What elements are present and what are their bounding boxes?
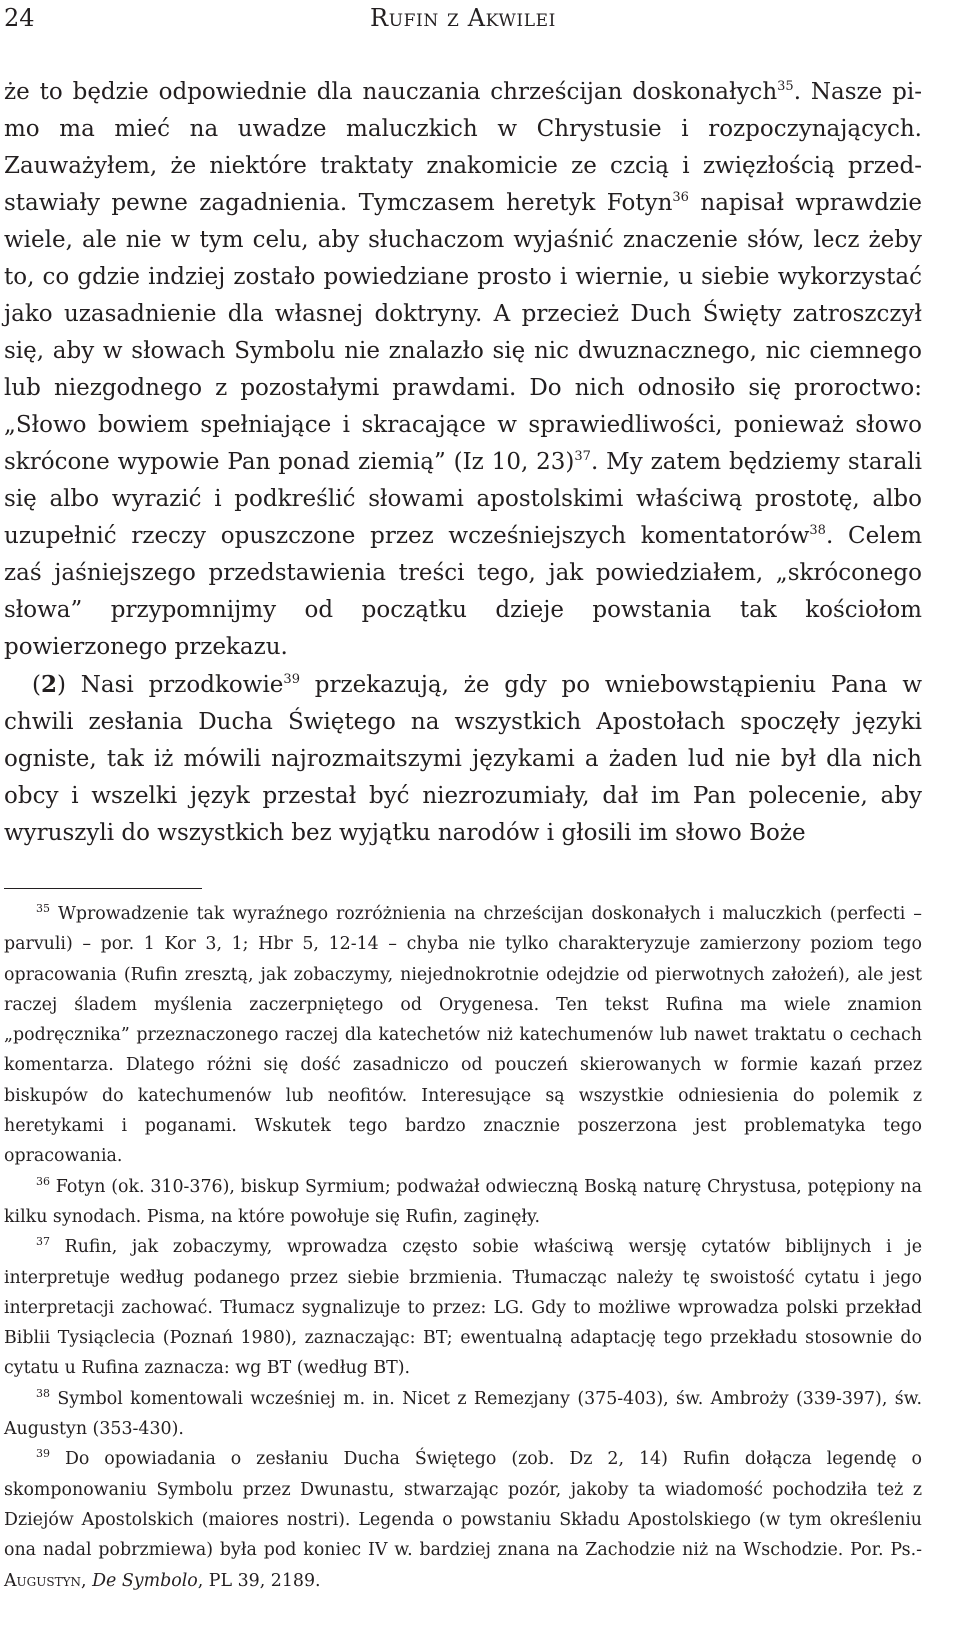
section-number: 2: [40, 671, 57, 698]
footnote-39: [4, 1444, 922, 1595]
section-open-paren: (: [32, 672, 41, 698]
footnote-text: Rufin, jak zobaczymy, wprowadza często sobie właściwą wersję cytatów biblijnych i je interpretuje według podanego przez siebie brzmienia. Tłumacząc należy tę swoistość cytatu i jego interpretacji zachować. Tłumacz sygnalizuje to przez: LG. Gdy to możliwe wprowadza polski przekład Biblii Tysiąclecia (Poznań 1980), zaznaczając: BT; ewentualną adaptację tego przekładu stosownie do cytatu u Rufina zaznacza: wg BT (według BT).: [4, 1237, 922, 1379]
footnote-text: Symbol komentowali wcześniej m. in. Nicet z Remezjany (375-403), św. Ambroży (339-397), św. Augustyn (353-430).: [4, 1388, 922, 1440]
footnote-ref-35[interactable]: 35: [777, 79, 794, 94]
text-run: przekazują, że gdy po wniebowstąpieniu Pana w chwili zesłania Ducha Świętego na wszystkich Apostołach spoczęły języki ogniste, tak iż mówili najrozmaitszymi językami a żaden lud nie był dla nich obcy i wszelki język przestał być niezrozumiały, dał im Pan polecenie, aby wyruszyli do wszystkich bez wyjątku narodów i głosili im słowo Boże: [4, 672, 923, 846]
text-run: . My zatem będziemy starali się albo wyrazić i podkreślić słowami apostolskimi właściwą prostotę, albo uzupełnić rzeczy opuszczone przez wcześniejszych komentatorów: [4, 449, 922, 549]
footnote-separator: [4, 888, 202, 889]
text-run: że to będzie odpowiednie dla nauczania chrześcijan doskonałych: [4, 79, 778, 105]
running-head: [4, 2, 922, 42]
text-run: . Nasze pimo ma mieć na uwadze maluczkich w Chrystusie i rozpoczynających. Zauważyłem, że niektóre traktaty znakomicie ze czcią i zwięzłością przedstawiały pewne zagadnienia. Tymczasem heretyk Fotyn: [4, 79, 922, 216]
text-run: , PL 39, 2189.: [197, 1570, 321, 1591]
footnote-36: [4, 1172, 922, 1233]
main-text: [4, 74, 922, 852]
footnote-35: [4, 899, 922, 1172]
footnote-text: Fotyn (ok. 310-376), biskup Syrmium; podważał odwieczną Boską naturę Chrystusa, potępiony na kilku synodach. Pisma, na które powołuje się Rufin, zaginęły.: [4, 1176, 922, 1227]
footnote-37: [4, 1232, 922, 1383]
page-number: 24: [4, 4, 35, 32]
text-run: ) Nasi przodkowie: [57, 672, 284, 698]
footnote-number: 35: [36, 902, 50, 915]
footnotes: [4, 899, 922, 1596]
running-title: Rufin z Akwilei: [370, 4, 556, 32]
footnote-number: 37: [36, 1235, 50, 1249]
document-page: [0, 2, 960, 1630]
footnote-number: 38: [36, 1386, 50, 1400]
footnote-ref-39[interactable]: 39: [283, 672, 300, 687]
footnote-text: Wprowadzenie tak wyraźnego rozróżnienia na chrześcijan doskonałych i maluczkich (perfecti – parvuli) – por. 1 Kor 3, 1; Hbr 5, 12-14 – chyba nie tylko charakteryzuje zamierzony poziom tego opracowania (Rufin zresztą, jak zobaczymy, niejednokrotnie odejdzie od pierwotnych założeń), ale jest raczej śladem myślenia zaczerpniętego od Orygenesa. Ten tekst Rufina ma wiele znamion „podręcznika” przeznaczonego raczej dla katechetów niż katechumenów lub nawet traktatu o cechach komentarza. Dlatego różni się dość zasadniczo od pouczeń skierowanych w formie kazań przez biskupów do katechumenów lub neofitów. Interesujące są wszystkie odniesienia do polemik z heretykami i poganami. Wskutek tego bardzo znacznie poszerzona jest problematyka tego opracowania.: [4, 904, 922, 1167]
cited-work-title: De Symbolo: [92, 1570, 198, 1591]
cited-author: Augustyn: [4, 1570, 82, 1591]
paragraph-2: [4, 666, 922, 852]
text-run: napisał wprawdzie wiele, ale nie w tym celu, aby słuchaczom wyjaśnić znaczenie słów, lecz żeby to, co gdzie indziej zostało powiedziane prosto i wiernie, u siebie wykorzystać jako uzasadnienie dla własnej doktryny. A przecież Duch Święty zatroszczył się, aby w słowach Symbolu nie znalazło się nic dwuznacznego, nic ciemnego lub niezgodnego z pozostałymi prawdami. Do nich odnosiło się proroctwo: „Słowo bowiem spełniające i skracające w sprawiedliwości, ponieważ słowo skrócone wypowie Pan ponad ziemią” (Iz 10, 23): [4, 190, 923, 475]
text-run: . Celem zaś jaśniejszego przedstawienia treści tego, jak powiedziałem, „skróconego słowa” przypomnijmy od początku dzieje powstania tak kościołom powierzonego przekazu.: [4, 523, 922, 660]
footnote-number: 36: [36, 1174, 50, 1188]
paragraph-1: [4, 74, 922, 666]
footnote-text: Do opowiadania o zesłaniu Ducha Świętego (zob. Dz 2, 14) Rufin dołącza legendę o skomponowaniu Symbolu przez Dwunastu, stwarzając pozór, jakoby ta wiadomość pochodziła też z Dziejów Apostolskich (maiores nostri). Legenda o powstaniu Składu Apostolskiego (w tym określeniu ona nadal pobrzmiewa) była pod koniec IV w. bardziej znana na Zachodzie niż na Wschodzie. Por. Ps.-: [4, 1449, 922, 1561]
text-run: ,: [81, 1570, 93, 1591]
footnote-ref-37[interactable]: 37: [574, 449, 591, 464]
footnote-ref-36[interactable]: 36: [672, 190, 689, 205]
footnote-38: [4, 1384, 922, 1445]
footnote-number: 39: [36, 1447, 50, 1461]
footnote-ref-38[interactable]: 38: [809, 523, 826, 538]
